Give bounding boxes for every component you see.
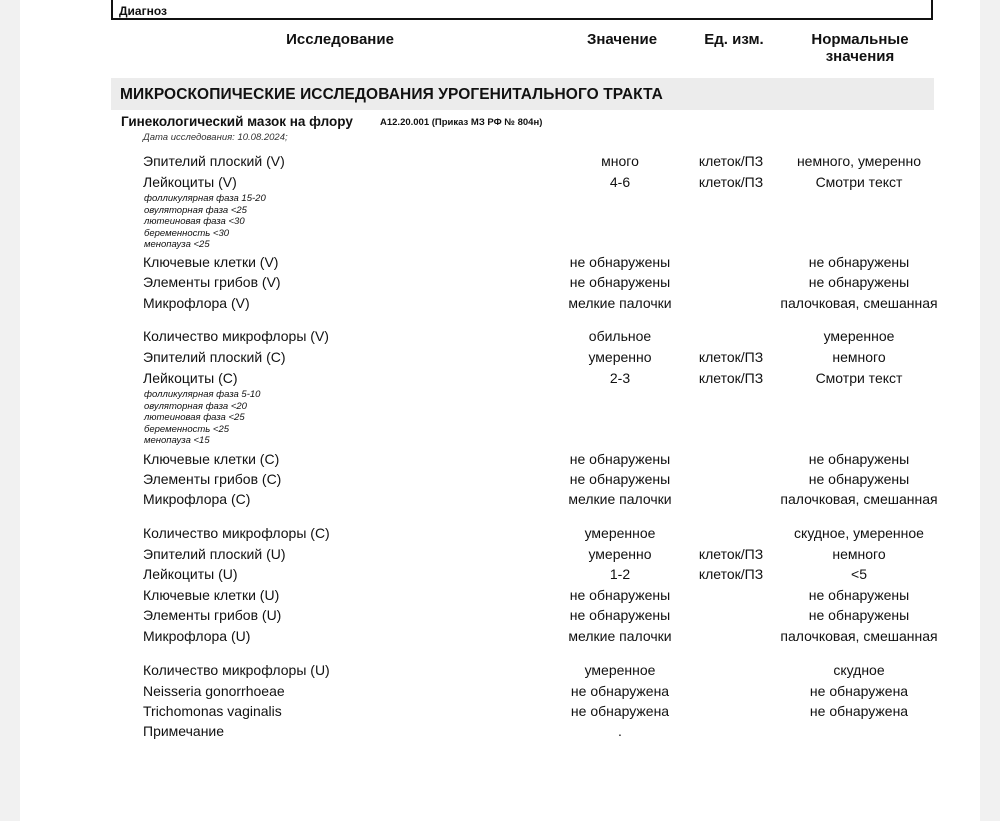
row-test-name: Количество микрофлоры (V) [143,328,329,344]
row-test-name: Ключевые клетки (C) [143,451,280,467]
row-test-name: Лейкоциты (V) [143,174,237,190]
row-normal-range: палочковая, смешанная [780,628,938,644]
row-unit: клеток/ПЗ [698,546,764,562]
row-normal-range: немного [832,546,886,562]
reference-note: беременность <30 [144,227,230,239]
reference-note: фолликулярная фаза 15-20 [144,193,266,204]
reference-note: менопауза <15 [144,435,210,446]
row-test-name: Микрофлора (V) [143,295,250,311]
row-normal-range: не обнаружены [808,587,910,603]
row-test-name: Лейкоциты (C) [143,370,238,386]
row-value: умеренно [588,546,652,562]
test-title: Гинекологический мазок на флору [121,114,353,129]
row-test-name: Элементы грибов (U) [143,607,282,623]
row-test-name: Количество микрофлоры (C) [143,525,330,541]
row-test-name: Элементы грибов (V) [143,274,281,290]
row-test-name: Эпителий плоский (V) [143,153,285,169]
test-code: A12.20.001 (Приказ МЗ РФ № 804н) [380,117,543,128]
row-normal-range: скудное, умеренное [794,525,924,541]
test-date: Дата исследования: 10.08.2024; [143,132,288,143]
row-unit: клеток/ПЗ [698,566,764,582]
row-normal-range: <5 [851,566,867,582]
row-unit: клеток/ПЗ [698,370,764,386]
row-test-name: Элементы грибов (C) [143,471,282,487]
row-value: . [618,723,622,739]
column-header-test: Исследование [286,31,394,48]
reference-note: лютеиновая фаза <30 [144,216,245,227]
row-value: не обнаружены [569,471,671,487]
row-test-name: Микрофлора (U) [143,628,251,644]
row-test-name: Эпителий плоский (U) [143,546,286,562]
row-test-name: Эпителий плоский (C) [143,349,286,365]
row-unit: клеток/ПЗ [698,349,764,365]
row-value: мелкие палочки [568,491,672,507]
row-test-name: Лейкоциты (U) [143,566,238,582]
column-header-value: Значение [586,31,658,48]
row-value: не обнаружена [570,683,670,699]
reference-note: беременность <25 [144,423,230,435]
row-normal-range: не обнаружены [808,471,910,487]
row-value: умеренное [584,662,656,678]
column-header-unit: Ед. изм. [704,31,764,48]
column-header-normal: Нормальные значения [811,31,909,65]
row-unit: клеток/ПЗ [698,153,764,169]
row-normal-range: Смотри текст [815,370,903,386]
row-value: 1-2 [609,566,631,582]
reference-note: овуляторная фаза <20 [144,400,247,412]
section-title: МИКРОСКОПИЧЕСКИЕ ИССЛЕДОВАНИЯ УРОГЕНИТАЛЬНОГО ТРАКТА [120,86,663,103]
row-value: мелкие палочки [568,628,672,644]
row-value: много [601,153,639,169]
row-unit: клеток/ПЗ [698,174,764,190]
reference-note: фолликулярная фаза 5-10 [144,389,261,400]
row-normal-range: не обнаружена [809,683,909,699]
row-normal-range: скудное [833,662,885,678]
reference-note: менопауза <25 [144,239,210,250]
row-normal-range: не обнаружены [808,451,910,467]
row-normal-range: не обнаружены [808,254,910,270]
row-test-name: Количество микрофлоры (U) [143,662,330,678]
row-value: мелкие палочки [568,295,672,311]
row-value: умеренно [588,349,652,365]
row-test-name: Ключевые клетки (U) [143,587,280,603]
row-test-name: Ключевые клетки (V) [143,254,279,270]
row-test-name: Микрофлора (C) [143,491,251,507]
row-normal-range: палочковая, смешанная [780,295,938,311]
reference-note: лютеиновая фаза <25 [144,412,245,423]
row-value: не обнаружены [569,254,671,270]
row-value: не обнаружены [569,607,671,623]
row-normal-range: Смотри текст [815,174,903,190]
row-normal-range: не обнаружены [808,274,910,290]
row-test-name: Примечание [143,723,225,739]
row-value: умеренное [584,525,656,541]
row-value: 2-3 [609,370,631,386]
diagnosis-label: Диагноз [119,4,167,18]
row-test-name: Trichomonas vaginalis [143,703,282,719]
row-normal-range: немного, умеренно [796,153,922,169]
row-normal-range: немного [832,349,886,365]
row-normal-range: не обнаружены [808,607,910,623]
row-value: не обнаружены [569,587,671,603]
row-test-name: Neisseria gonorrhoeae [143,683,285,699]
row-normal-range: не обнаружена [809,703,909,719]
row-value: 4-6 [609,174,631,190]
reference-note: овуляторная фаза <25 [144,204,247,216]
row-normal-range: палочковая, смешанная [780,491,938,507]
row-value: не обнаружены [569,451,671,467]
row-value: не обнаружены [569,274,671,290]
row-normal-range: умеренное [823,328,895,344]
row-value: не обнаружена [570,703,670,719]
row-value: обильное [588,328,652,344]
